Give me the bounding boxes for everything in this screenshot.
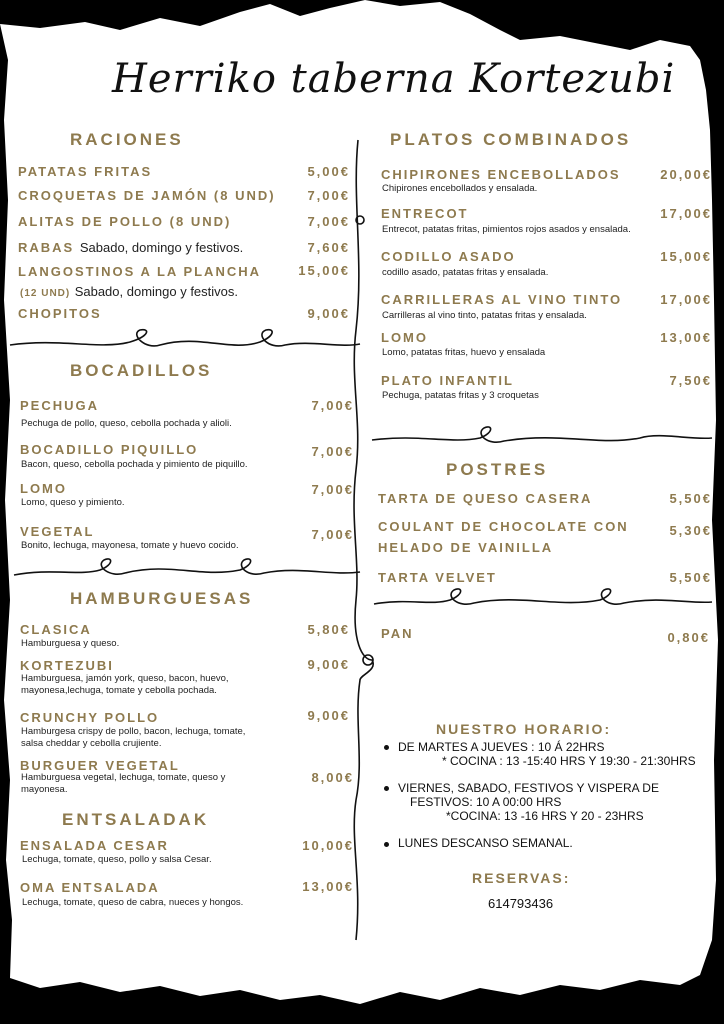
menu-item-description: Bonito, lechuga, mayonesa, tomate y huevo cocido. xyxy=(21,540,239,551)
menu-item-price: 7,00€ xyxy=(311,482,354,497)
bullet-icon xyxy=(384,786,389,791)
menu-item-row xyxy=(20,283,238,301)
menu-item-price: 5,50€ xyxy=(669,491,712,506)
menu-item-price: 8,00€ xyxy=(311,770,354,785)
menu-item-name: CLASICA xyxy=(20,622,92,637)
menu-item-price: 17,00€ xyxy=(660,292,712,307)
menu-item-price: 0,80€ xyxy=(667,630,710,645)
menu-item-name: TARTA VELVET xyxy=(378,570,497,585)
menu-item-description: Hamburguesa y queso. xyxy=(21,638,120,649)
restaurant-title: Herriko taberna Kortezubi xyxy=(112,56,676,102)
menu-item-price: 20,00€ xyxy=(660,167,712,182)
schedule-heading: NUESTRO HORARIO: xyxy=(436,721,612,737)
schedule-line: *COCINA: 13 -16 HRS Y 20 - 23HRS xyxy=(446,809,644,823)
schedule-line: * COCINA : 13 -15:40 HRS Y 19:30 - 21:30HRS xyxy=(442,754,696,768)
menu-item-name: CRUNCHY POLLO xyxy=(20,710,160,725)
menu-item-name: BOCADILLO PIQUILLO xyxy=(20,442,199,457)
section-heading-platos-combinados: PLATOS COMBINADOS xyxy=(390,130,632,149)
menu-item-description: Entrecot, patatas fritas, pimientos rojos asados y ensalada. xyxy=(382,224,631,235)
menu-item-price: 9,00€ xyxy=(307,657,350,672)
menu-item-price: 7,00€ xyxy=(307,188,350,203)
bullet-icon xyxy=(384,745,389,750)
menu-item-name: RABAS xyxy=(18,240,75,255)
menu-item-description: Hamburguesa, jamón york, queso, bacon, huevo, xyxy=(21,673,229,684)
section-heading-hamburguesas: HAMBURGUESAS xyxy=(70,589,254,608)
section-heading-bocadillos: BOCADILLOS xyxy=(70,361,213,380)
menu-item-price: 5,50€ xyxy=(669,570,712,585)
menu-item-quantity: (12 UND) xyxy=(20,288,71,299)
menu-item-name: ENTRECOT xyxy=(381,206,469,221)
menu-item-name-continued: HELADO DE VAINILLA xyxy=(378,540,554,555)
menu-item-name: OMA ENTSALADA xyxy=(20,880,160,895)
menu-item-name: CARRILLERAS AL VINO TINTO xyxy=(381,292,623,307)
menu-item-description: Pechuga, patatas fritas y 3 croquetas xyxy=(382,390,539,401)
menu-item-name: ENSALADA CESAR xyxy=(20,838,169,853)
menu-item-name: LOMO xyxy=(20,481,67,496)
menu-item-note: Sabado, domingo y festivos. xyxy=(79,240,244,255)
menu-item-name: TARTA DE QUESO CASERA xyxy=(378,491,593,506)
menu-item-note: Sabado, domingo y festivos. xyxy=(74,284,239,299)
menu-item-price: 7,00€ xyxy=(311,398,354,413)
menu-item-row xyxy=(18,240,243,255)
menu-item-description: mayonesa,lechuga, tomate y cebolla pochada. xyxy=(21,685,217,696)
menu-item-price: 15,00€ xyxy=(298,263,350,278)
reservations-heading: RESERVAS: xyxy=(472,870,571,886)
menu-item-name: BURGUER VEGETAL xyxy=(20,758,180,773)
menu-item-price: 7,00€ xyxy=(311,527,354,542)
menu-item-price: 7,60€ xyxy=(307,240,350,255)
menu-item-name: LOMO xyxy=(381,330,428,345)
menu-item-name: CROQUETAS DE JAMÓN (8 UND) xyxy=(18,188,276,203)
menu-item-price: 9,00€ xyxy=(307,306,350,321)
menu-item-name: PLATO INFANTIL xyxy=(381,373,514,388)
menu-item-price: 7,00€ xyxy=(307,214,350,229)
menu-item-price: 17,00€ xyxy=(660,206,712,221)
menu-item-name: KORTEZUBI xyxy=(20,658,114,673)
menu-item-price: 10,00€ xyxy=(302,838,354,853)
menu-item-price: 13,00€ xyxy=(660,330,712,345)
menu-item-price: 13,00€ xyxy=(302,879,354,894)
menu-item-price: 15,00€ xyxy=(660,249,712,264)
menu-item-description: Carrilleras al vino tinto, patatas fritas y ensalada. xyxy=(382,310,587,321)
reservations-phone[interactable]: 614793436 xyxy=(488,896,554,911)
menu-item-price: 7,00€ xyxy=(311,444,354,459)
menu-item-name: PECHUGA xyxy=(20,398,100,413)
menu-item-description: Lechuga, tomate, queso de cabra, nueces y hongos. xyxy=(22,897,244,908)
menu-item-price: 5,00€ xyxy=(307,164,350,179)
section-heading-postres: POSTRES xyxy=(446,460,549,479)
section-heading-raciones: RACIONES xyxy=(70,130,184,149)
bullet-icon xyxy=(384,842,389,847)
schedule-line: FESTIVOS: 10 A 00:00 HRS xyxy=(410,795,562,809)
menu-item-description: Pechuga de pollo, queso, cebolla pochada y alioli. xyxy=(21,418,232,429)
menu-item-name: CODILLO ASADO xyxy=(381,249,516,264)
menu-item-description: Lomo, patatas fritas, huevo y ensalada xyxy=(382,347,546,358)
menu-item-name: PAN xyxy=(381,626,414,641)
menu-item-price: 5,30€ xyxy=(669,523,712,538)
menu-item-name: PATATAS FRITAS xyxy=(18,164,153,179)
menu-item-description: mayonesa. xyxy=(21,784,68,795)
menu-item-description: Lomo, queso y pimiento. xyxy=(21,497,125,508)
menu-item-name: LANGOSTINOS A LA PLANCHA xyxy=(18,264,261,279)
menu-item-description: Chipirones encebollados y ensalada. xyxy=(382,183,538,194)
menu-item-description: salsa cheddar y cebolla crujiente. xyxy=(21,738,162,749)
menu-item-description: codillo asado, patatas fritas y ensalada. xyxy=(382,267,549,278)
menu-item-name: COULANT DE CHOCOLATE CON xyxy=(378,519,629,534)
menu-item-price: 7,50€ xyxy=(669,373,712,388)
menu-item-description: Hamburgesa crispy de pollo, bacon, lechuga, tomate, xyxy=(21,726,246,737)
section-heading-entsaladak: ENTSALADAK xyxy=(62,810,210,829)
schedule-line: LUNES DESCANSO SEMANAL. xyxy=(398,836,573,850)
menu-item-name: CHOPITOS xyxy=(18,306,102,321)
menu-item-name: CHIPIRONES ENCEBOLLADOS xyxy=(381,167,621,182)
menu-item-price: 9,00€ xyxy=(307,708,350,723)
menu-item-description: Lechuga, tomate, queso, pollo y salsa Cesar. xyxy=(22,854,212,865)
menu-item-price: 5,80€ xyxy=(307,622,350,637)
schedule-line: VIERNES, SABADO, FESTIVOS Y VISPERA DE xyxy=(398,781,659,795)
menu-item-name: VEGETAL xyxy=(20,524,95,539)
menu-item-description: Hamburguesa vegetal, lechuga, tomate, queso y xyxy=(21,772,226,783)
schedule-line: DE MARTES A JUEVES : 10 Á 22HRS xyxy=(398,740,605,754)
menu-item-name: ALITAS DE POLLO (8 UND) xyxy=(18,214,232,229)
menu-item-description: Bacon, queso, cebolla pochada y pimiento de piquillo. xyxy=(21,459,248,470)
